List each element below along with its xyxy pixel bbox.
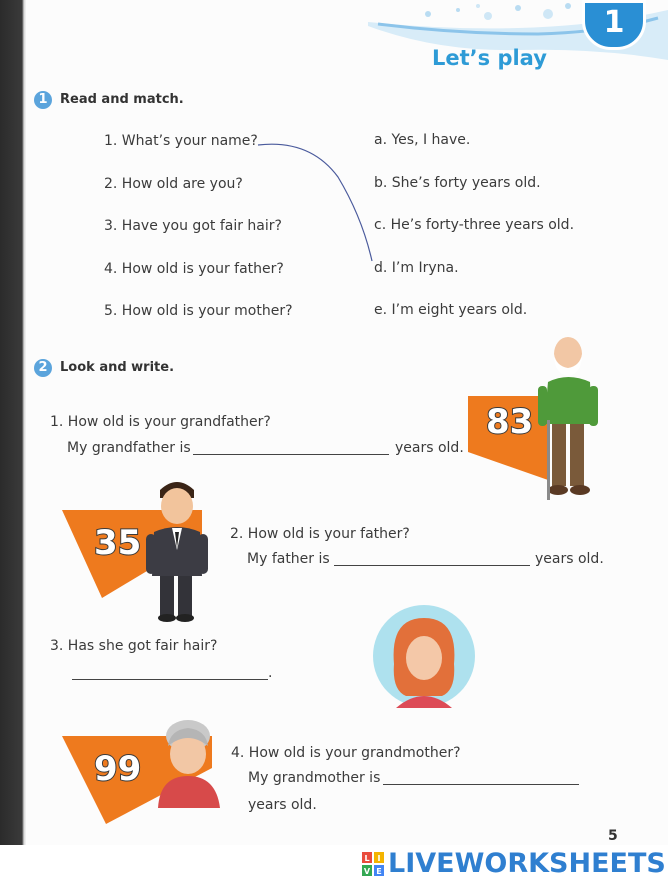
question-2: 2. How old are you? (104, 176, 243, 192)
section-2-number-badge: 2 (34, 359, 52, 377)
item-1-answer-line[interactable] (193, 454, 389, 455)
logo-letter-v: V (363, 867, 371, 876)
item-1-question: 1. How old is your grandfather? (50, 414, 271, 430)
girl-portrait-illustration (372, 604, 476, 708)
age-tag-83: 83 (486, 402, 534, 442)
item-2-suffix: years old. (535, 551, 604, 567)
question-5: 5. How old is your mother? (104, 303, 293, 319)
item-4-answer-line[interactable] (383, 784, 579, 785)
logo-letter-i: I (377, 854, 381, 863)
item-1-prefix: My grandfather is (67, 440, 191, 456)
answer-a[interactable]: a. Yes, I have. (374, 132, 471, 148)
item-3-answer-line[interactable] (72, 679, 268, 680)
logo-letter-l: L (364, 854, 370, 863)
section-1-title: Read and match. (60, 92, 184, 107)
father-illustration (146, 476, 208, 622)
page-title: Let’s play (432, 46, 547, 70)
answer-b[interactable]: b. She’s forty years old. (374, 175, 541, 191)
age-tag-99: 99 (94, 749, 142, 789)
match-line-example (250, 135, 380, 270)
item-3-suffix: . (268, 665, 273, 681)
item-2-answer-line[interactable] (334, 565, 530, 566)
item-1-suffix: years old. (395, 440, 464, 456)
question-3: 3. Have you got fair hair? (104, 218, 282, 234)
item-3-question: 3. Has she got fair hair? (50, 638, 218, 654)
age-tag-35: 35 (94, 523, 142, 563)
grandfather-illustration (536, 332, 600, 500)
item-2-question: 2. How old is your father? (230, 526, 410, 542)
item-4-suffix: years old. (248, 797, 317, 813)
item-4-prefix: My grandmother is (248, 770, 381, 786)
item-2-prefix: My father is (247, 551, 330, 567)
liveworksheets-logo-icon (362, 852, 384, 876)
section-1-number-badge: 1 (34, 91, 52, 109)
section-2-title: Look and write. (60, 360, 175, 375)
answer-e[interactable]: e. I’m eight years old. (374, 302, 528, 318)
item-4-question: 4. How old is your grandmother? (231, 745, 461, 761)
unit-number-badge: 1 (582, 0, 646, 50)
page-number: 5 (608, 828, 618, 844)
logo-letter-e: E (376, 867, 382, 876)
question-1: 1. What’s your name? (104, 133, 258, 149)
binder-edge (0, 0, 26, 845)
liveworksheets-brand-text[interactable]: LIVEWORKSHEETS (388, 848, 666, 879)
answer-c[interactable]: c. He’s forty-three years old. (374, 217, 575, 233)
answer-d[interactable]: d. I’m Iryna. (374, 260, 459, 276)
grandmother-illustration (154, 716, 224, 812)
question-4: 4. How old is your father? (104, 261, 284, 277)
